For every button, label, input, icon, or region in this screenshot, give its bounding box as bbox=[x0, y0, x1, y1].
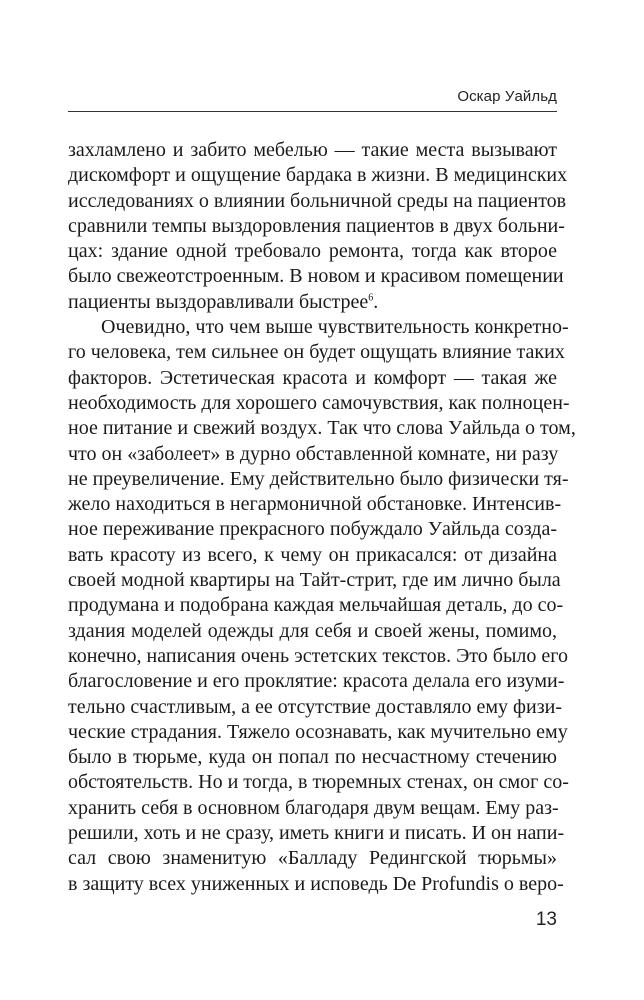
text-line: что он «заболеет» в дурно обставленной комнате, ни разу bbox=[68, 442, 559, 465]
text-line: в защиту всех униженных и исповедь De Profundis о веро- bbox=[68, 872, 564, 895]
text-line: сал свою знаменитую «Балладу Редингской тюрьмы» bbox=[68, 847, 557, 870]
running-title: Оскар Уайльд bbox=[457, 88, 557, 105]
text-line-last bbox=[68, 290, 557, 315]
text-line-trailing: . bbox=[373, 290, 379, 313]
paragraph-2 bbox=[68, 315, 576, 897]
text-line: исследованиях о влиянии больничной среды на пациентов bbox=[68, 189, 567, 212]
text-line: тельно счастливым, а ее отсутствие доставляло ему физи- bbox=[68, 695, 562, 718]
text-line: необходимость для хорошего самочувствия, как полноцен- bbox=[68, 391, 570, 414]
text-line: сравнили темпы выздоровления пациентов в двух больни- bbox=[68, 214, 565, 237]
text-line: своей модной квартиры на Тайт-стрит, где им лично была bbox=[68, 569, 561, 592]
text-line: было в тюрьме, куда он попал по несчастному стечению bbox=[68, 746, 557, 769]
text-line: здания моделей одежды для себя и своей жены, помимо, bbox=[68, 619, 557, 642]
text-line: благословение и его проклятие: красота делала его изуми- bbox=[68, 670, 565, 693]
text-line: хранить себя в основном благодаря двум вещам. Ему раз- bbox=[68, 796, 559, 819]
text-line: обстоятельств. Но и тогда, в тюремных стенах, он смог со- bbox=[68, 771, 569, 794]
text-line: решили, хоть и не сразу, иметь книги и писать. И он напи- bbox=[68, 822, 565, 845]
text-line: жело находиться в негармоничной обстановке. Интенсив- bbox=[68, 493, 562, 516]
text-line: факторов. Эстетическая красота и комфорт — такая же bbox=[68, 366, 557, 389]
text-line-content: пациенты выздоравливали быстрее bbox=[68, 290, 369, 313]
text-line: цах: здание одной требовало ремонта, тогда как второе bbox=[68, 240, 557, 263]
header-rule bbox=[68, 111, 557, 112]
paragraph-1 bbox=[68, 138, 568, 315]
text-line: ное питание и свежий воздух. Так что слова Уайльда о том, bbox=[68, 417, 576, 440]
text-line: ное переживание прекрасного побуждало Уайльда созда- bbox=[68, 518, 557, 541]
text-line: вать красоту из всего, к чему он прикасался: от дизайна bbox=[68, 543, 557, 566]
text-line: не преувеличение. Ему действительно было физически тя- bbox=[68, 467, 569, 490]
page-number: 13 bbox=[535, 909, 557, 930]
text-line: захламлено и забито мебелью — такие места вызывают bbox=[68, 139, 557, 161]
text-line: дискомфорт и ощущение бардака в жизни. В медицинских bbox=[68, 164, 568, 187]
text-line: ческие страдания. Тяжело осознавать, как мучительно ему bbox=[68, 720, 568, 743]
text-line: продумана и подобрана каждая мельчайшая деталь, до со- bbox=[68, 594, 564, 617]
footnote-ref: 6 bbox=[368, 292, 374, 304]
text-line: конечно, написания очень эстетских текстов. Это было его bbox=[68, 644, 568, 667]
text-line: го человека, тем сильнее он будет ощущать влияние таких bbox=[68, 341, 565, 364]
text-line: было свежеотстроенным. В новом и красивом помещении bbox=[68, 265, 564, 288]
body-text bbox=[68, 138, 576, 897]
text-line-indented: Очевидно, что чем выше чувствительность конкретно- bbox=[101, 316, 569, 339]
